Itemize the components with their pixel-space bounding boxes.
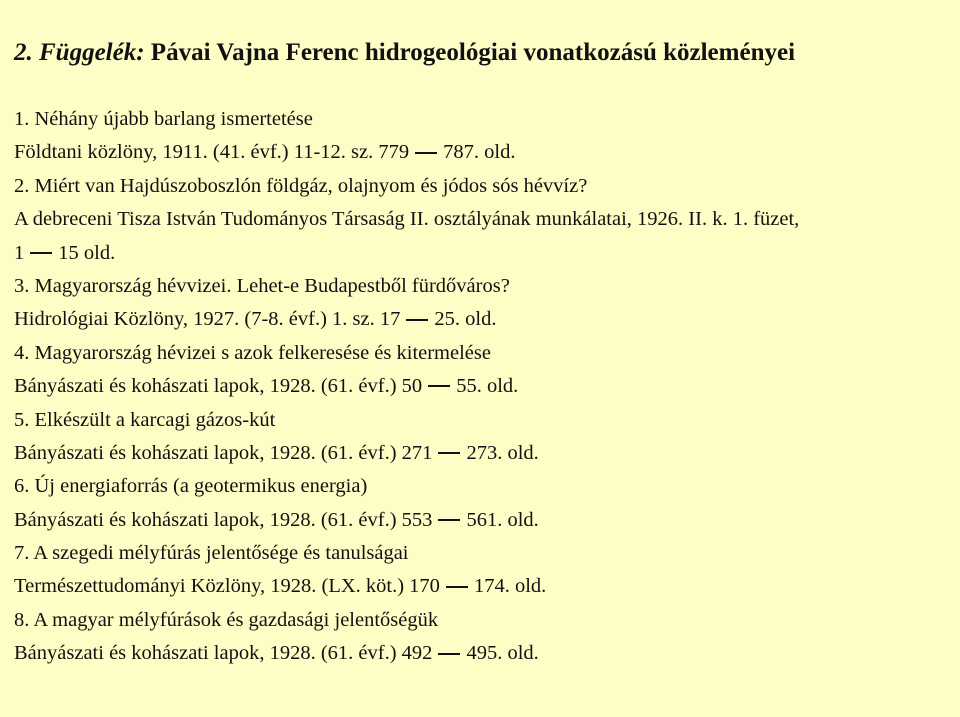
entry-4-title: 4. Magyarország hévizei s azok felkeresése és kitermelése (14, 341, 491, 364)
dash (438, 452, 460, 454)
dash (438, 653, 460, 655)
dash (30, 252, 52, 254)
entry-1-source: Földtani közlöny, 1911. (41. évf.) 11-12. sz. 779 787. old. (14, 141, 516, 164)
dash (428, 385, 450, 387)
entry-6-title: 6. Új energiaforrás (a geotermikus energia) (14, 475, 368, 498)
entry-2-title: 2. Miért van Hajdúszoboszlón földgáz, olajnyom és jódos sós hévvíz? (14, 174, 588, 197)
entry-7-title: 7. A szegedi mélyfúrás jelentősége és tanulságai (14, 542, 409, 565)
appendix-title: Pávai Vajna Ferenc hidrogeológiai vonatkozású közleményei (150, 39, 796, 66)
entry-4-source: Bányászati és kohászati lapok, 1928. (61. évf.) 50 55. old. (14, 375, 519, 398)
entry-2-source: A debreceni Tisza István Tudományos Társaság II. osztályának munkálatai, 1926. II. k. 1. füzet, (14, 208, 800, 231)
publication-list (14, 103, 944, 671)
entry-8-title: 8. A magyar mélyfúrások és gazdasági jelentőségük (14, 608, 439, 631)
entry-6-source: Bányászati és kohászati lapok, 1928. (61. évf.) 553 561. old. (14, 508, 539, 531)
entry-1-title: 1. Néhány újabb barlang ismertetése (14, 108, 313, 130)
page-title (14, 38, 795, 68)
dash (446, 586, 468, 588)
entry-2-source-pages: 1 15 old. (14, 241, 116, 264)
entry-8-source: Bányászati és kohászati lapok, 1928. (61. évf.) 492 495. old. (14, 642, 539, 665)
entry-7-source: Természettudományi Közlöny, 1928. (LX. köt.) 170 174. old. (14, 575, 547, 598)
dash (415, 152, 437, 154)
entry-3-source: Hidrológiai Közlöny, 1927. (7-8. évf.) 1. sz. 17 25. old. (14, 308, 497, 331)
appendix-label: 2. Függelék: (14, 39, 145, 66)
dash (438, 519, 460, 521)
entry-5-source: Bányászati és kohászati lapok, 1928. (61. évf.) 271 273. old. (14, 441, 539, 464)
entry-5-title: 5. Elkészült a karcagi gázos-kút (14, 408, 276, 431)
entry-3-title: 3. Magyarország hévvizei. Lehet-e Budapestből fürdőváros? (14, 274, 510, 297)
dash (406, 319, 428, 321)
